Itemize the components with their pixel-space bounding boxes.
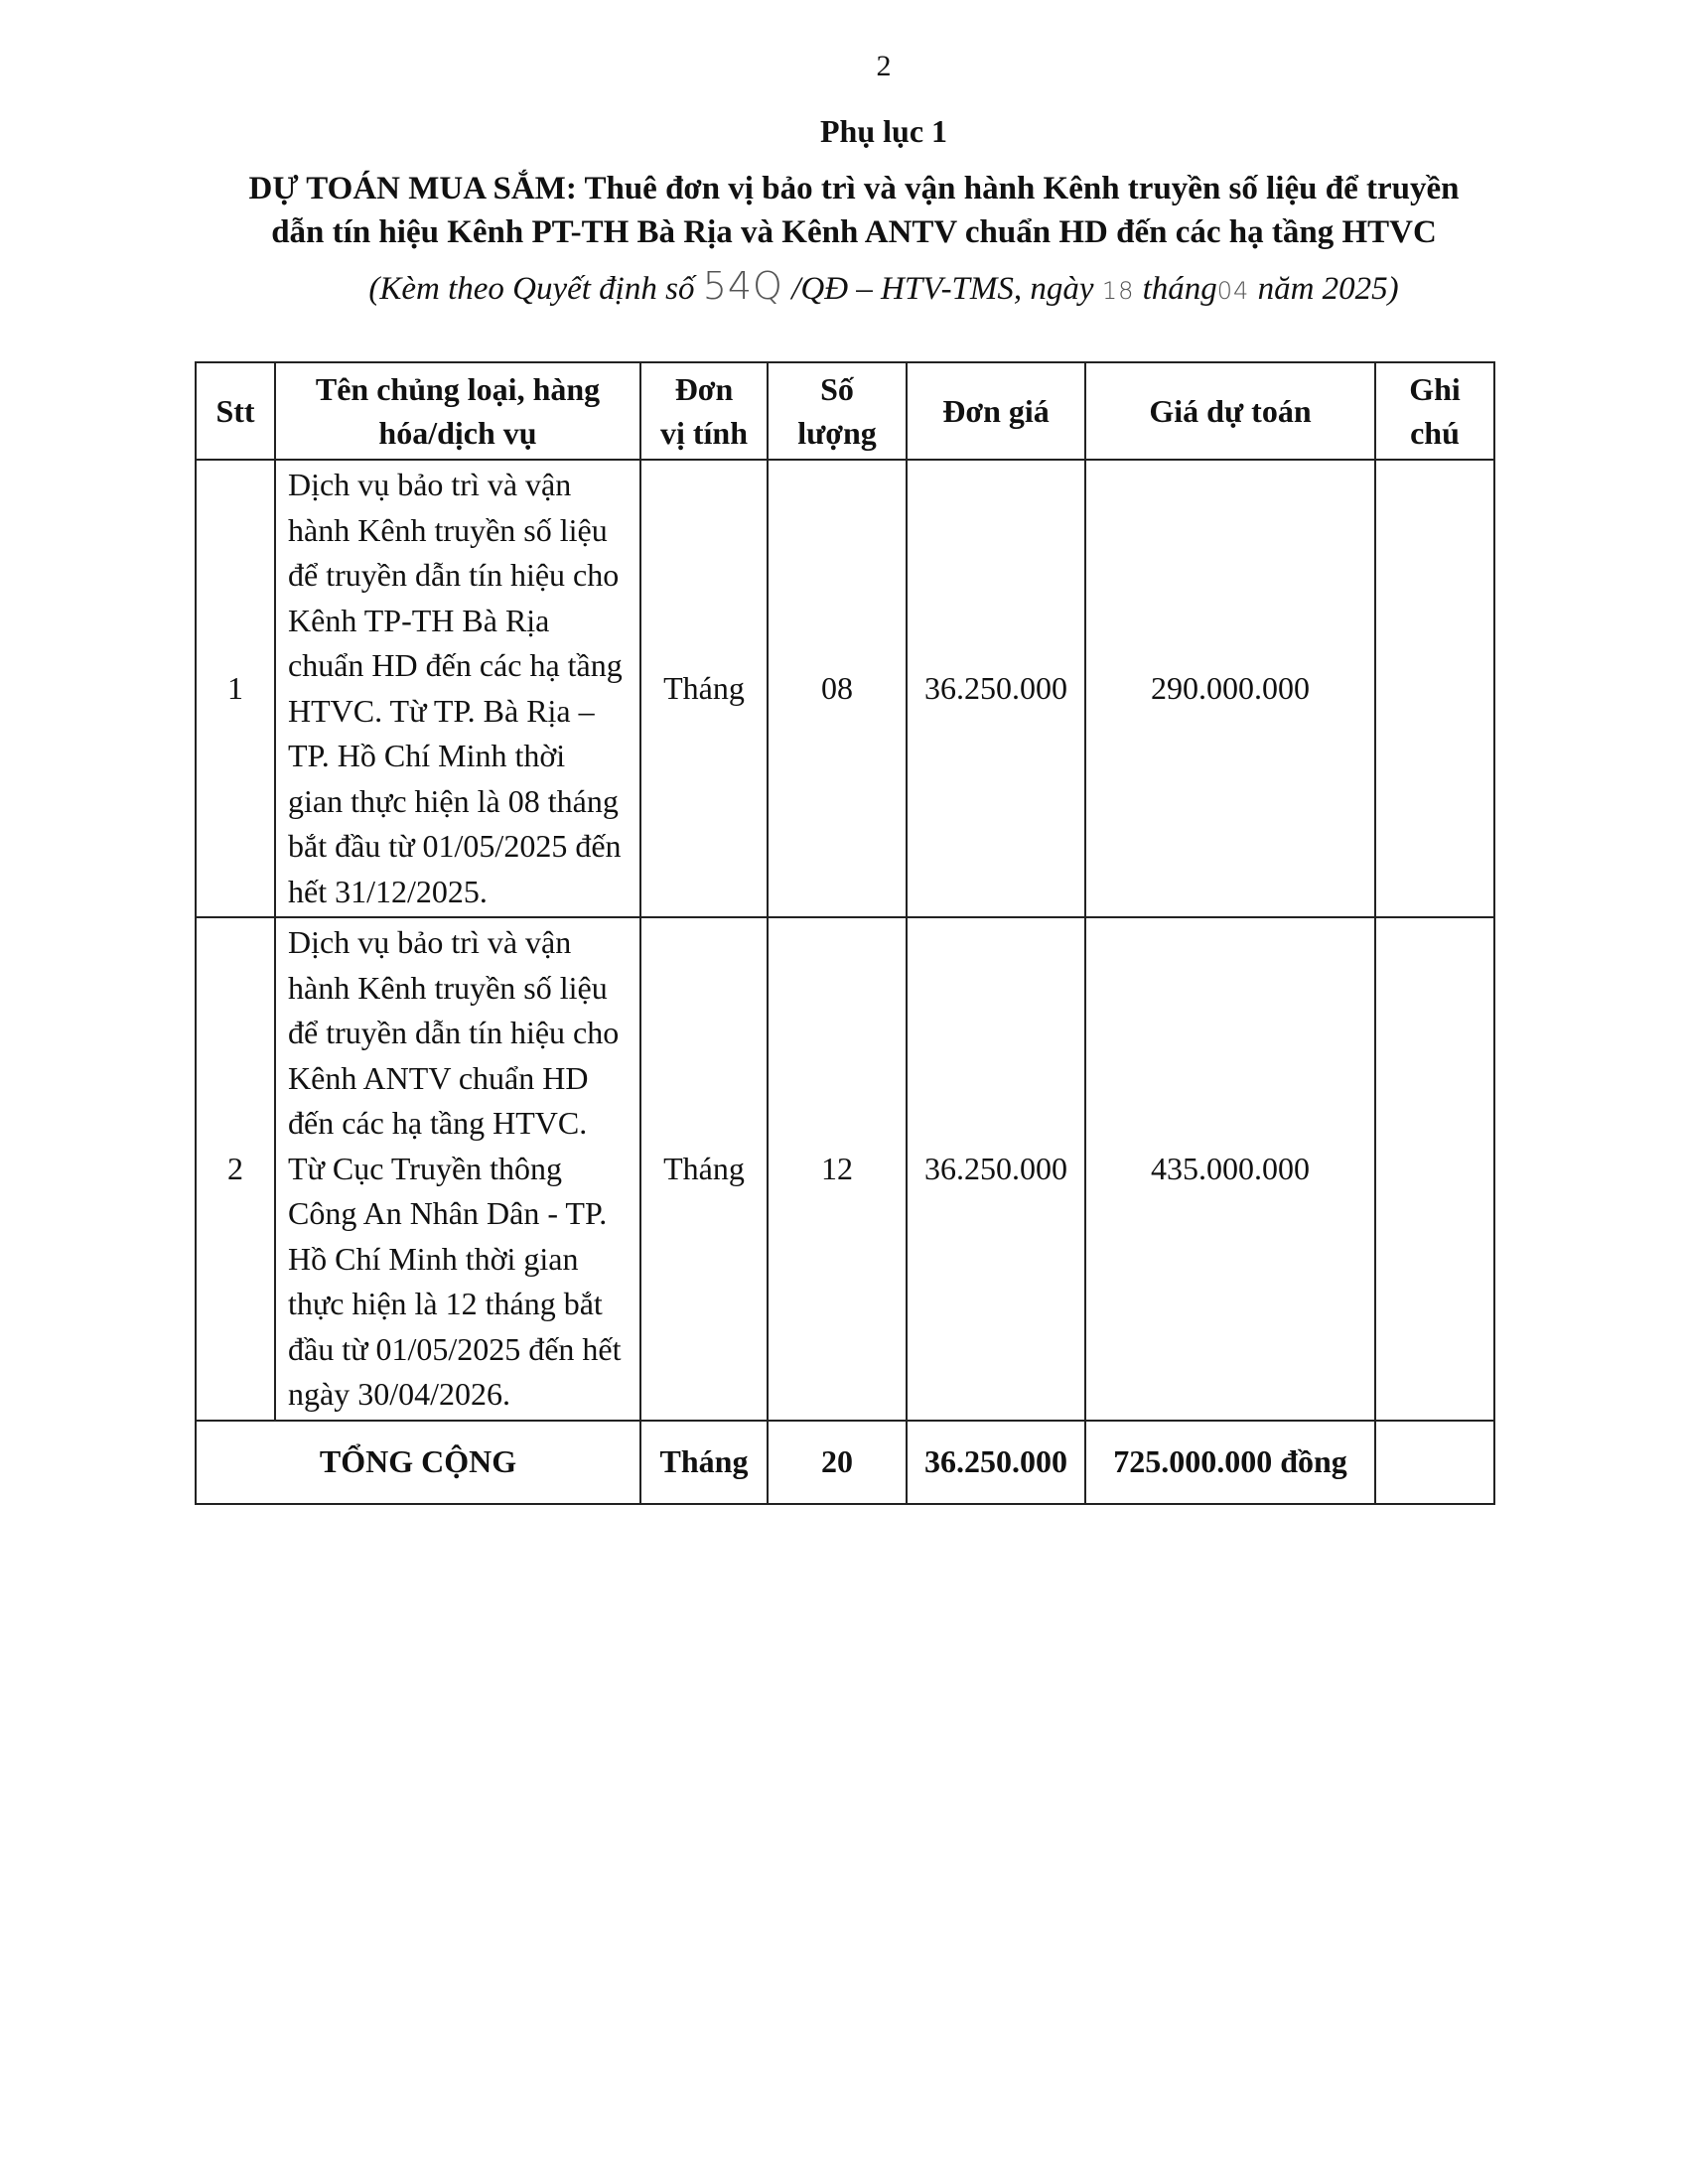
header-note-line-2: chú bbox=[1410, 415, 1460, 451]
decision-middle: /QĐ – HTV-TMS, ngày bbox=[791, 271, 1094, 307]
description-line: hết 31/12/2025. bbox=[288, 873, 488, 909]
table-row bbox=[196, 460, 1494, 917]
description-line: để truyền dẫn tín hiệu cho bbox=[288, 557, 620, 593]
table-row bbox=[196, 917, 1494, 1421]
total-note bbox=[1375, 1421, 1494, 1504]
total-label: TỔNG CỘNG bbox=[196, 1421, 640, 1504]
row-description bbox=[275, 460, 640, 917]
header-unit-line-2: vị tính bbox=[659, 415, 749, 451]
row-estimate: 435.000.000 bbox=[1085, 917, 1375, 1421]
decision-suffix: năm 2025) bbox=[1257, 271, 1399, 307]
row-unit: Tháng bbox=[640, 917, 768, 1421]
total-row bbox=[196, 1421, 1494, 1504]
description-line: TP. Hồ Chí Minh thời bbox=[288, 738, 566, 773]
description-line: gian thực hiện là 08 tháng bbox=[288, 782, 619, 819]
row-quantity: 08 bbox=[768, 460, 907, 917]
description-line: Dịch vụ bảo trì và vận bbox=[288, 924, 572, 960]
row-unit-price: 36.250.000 bbox=[907, 917, 1085, 1421]
header-note-line-1: Ghi bbox=[1409, 371, 1461, 407]
appendix-title: Phụ lục 1 bbox=[819, 113, 948, 149]
description-line: đến các hạ tầng HTVC. bbox=[288, 1105, 588, 1141]
document-title bbox=[169, 167, 1539, 254]
header-quantity bbox=[768, 362, 907, 460]
description-line: hành Kênh truyền số liệu bbox=[288, 511, 608, 548]
decision-day-handwritten: 18 bbox=[1101, 277, 1135, 305]
row-quantity: 12 bbox=[768, 917, 907, 1421]
total-unit: Tháng bbox=[640, 1421, 768, 1504]
header-stt: Stt bbox=[196, 362, 275, 460]
description-line: HTVC. Từ TP. Bà Rịa – bbox=[288, 692, 595, 729]
row-description bbox=[275, 917, 640, 1421]
description-line: thực hiện là 12 tháng bắt bbox=[288, 1286, 603, 1321]
description-line: Công An Nhân Dân - TP. bbox=[288, 1195, 608, 1231]
row-unit: Tháng bbox=[640, 460, 768, 917]
header-unit-price: Đơn giá bbox=[907, 362, 1085, 460]
header-estimate: Giá dự toán bbox=[1085, 362, 1375, 460]
decision-prefix: (Kèm theo Quyết định số bbox=[368, 271, 695, 307]
description-line: ngày 30/04/2026. bbox=[288, 1376, 510, 1412]
description-line: Dịch vụ bảo trì và vận bbox=[288, 467, 572, 502]
description-line: đầu từ 01/05/2025 đến hết bbox=[288, 1330, 622, 1367]
decision-month-label: tháng bbox=[1142, 271, 1217, 307]
header-note bbox=[1375, 362, 1494, 460]
header-quantity-line-2: lượng bbox=[797, 415, 877, 451]
title-line-1: DỰ TOÁN MUA SẮM: Thuê đơn vị bảo trì và vận hành Kênh truyền số liệu để truyền bbox=[248, 171, 1460, 206]
row-stt: 1 bbox=[196, 460, 275, 917]
row-note bbox=[1375, 460, 1494, 917]
header-item-name bbox=[275, 362, 640, 460]
description-line: Kênh TP-TH Bà Rịa bbox=[288, 602, 550, 638]
description-line: để truyền dẫn tín hiệu cho bbox=[288, 1015, 620, 1050]
decision-month-handwritten: 04 bbox=[1216, 277, 1250, 305]
decision-reference bbox=[0, 264, 1688, 308]
estimate-table bbox=[195, 361, 1495, 1505]
row-estimate: 290.000.000 bbox=[1085, 460, 1375, 917]
decision-number-handwritten: 54Q bbox=[702, 264, 783, 308]
header-item-name-line-1: Tên chủng loại, hàng bbox=[315, 371, 601, 407]
header-quantity-line-1: Số bbox=[820, 371, 854, 407]
description-line: Kênh ANTV chuẩn HD bbox=[288, 1059, 589, 1096]
description-line: Hồ Chí Minh thời gian bbox=[288, 1240, 579, 1277]
description-line: bắt đầu từ 01/05/2025 đến bbox=[288, 828, 622, 864]
description-line: Từ Cục Truyền thông bbox=[288, 1150, 563, 1186]
row-stt: 2 bbox=[196, 917, 275, 1421]
row-note bbox=[1375, 917, 1494, 1421]
description-line: hành Kênh truyền số liệu bbox=[288, 969, 608, 1006]
header-unit-line-1: Đơn bbox=[674, 371, 734, 407]
row-unit-price: 36.250.000 bbox=[907, 460, 1085, 917]
total-unit-price: 36.250.000 bbox=[907, 1421, 1085, 1504]
header-item-name-line-2: hóa/dịch vụ bbox=[378, 415, 537, 451]
page-number: 2 bbox=[876, 50, 892, 82]
total-estimate: 725.000.000 đồng bbox=[1085, 1421, 1375, 1504]
title-line-2: dẫn tín hiệu Kênh PT-TH Bà Rịa và Kênh ANTV chuẩn HD đến các hạ tầng HTVC bbox=[271, 214, 1437, 250]
total-quantity: 20 bbox=[768, 1421, 907, 1504]
header-unit bbox=[640, 362, 768, 460]
table-header-row bbox=[196, 362, 1494, 460]
description-line: chuẩn HD đến các hạ tầng bbox=[288, 647, 623, 683]
